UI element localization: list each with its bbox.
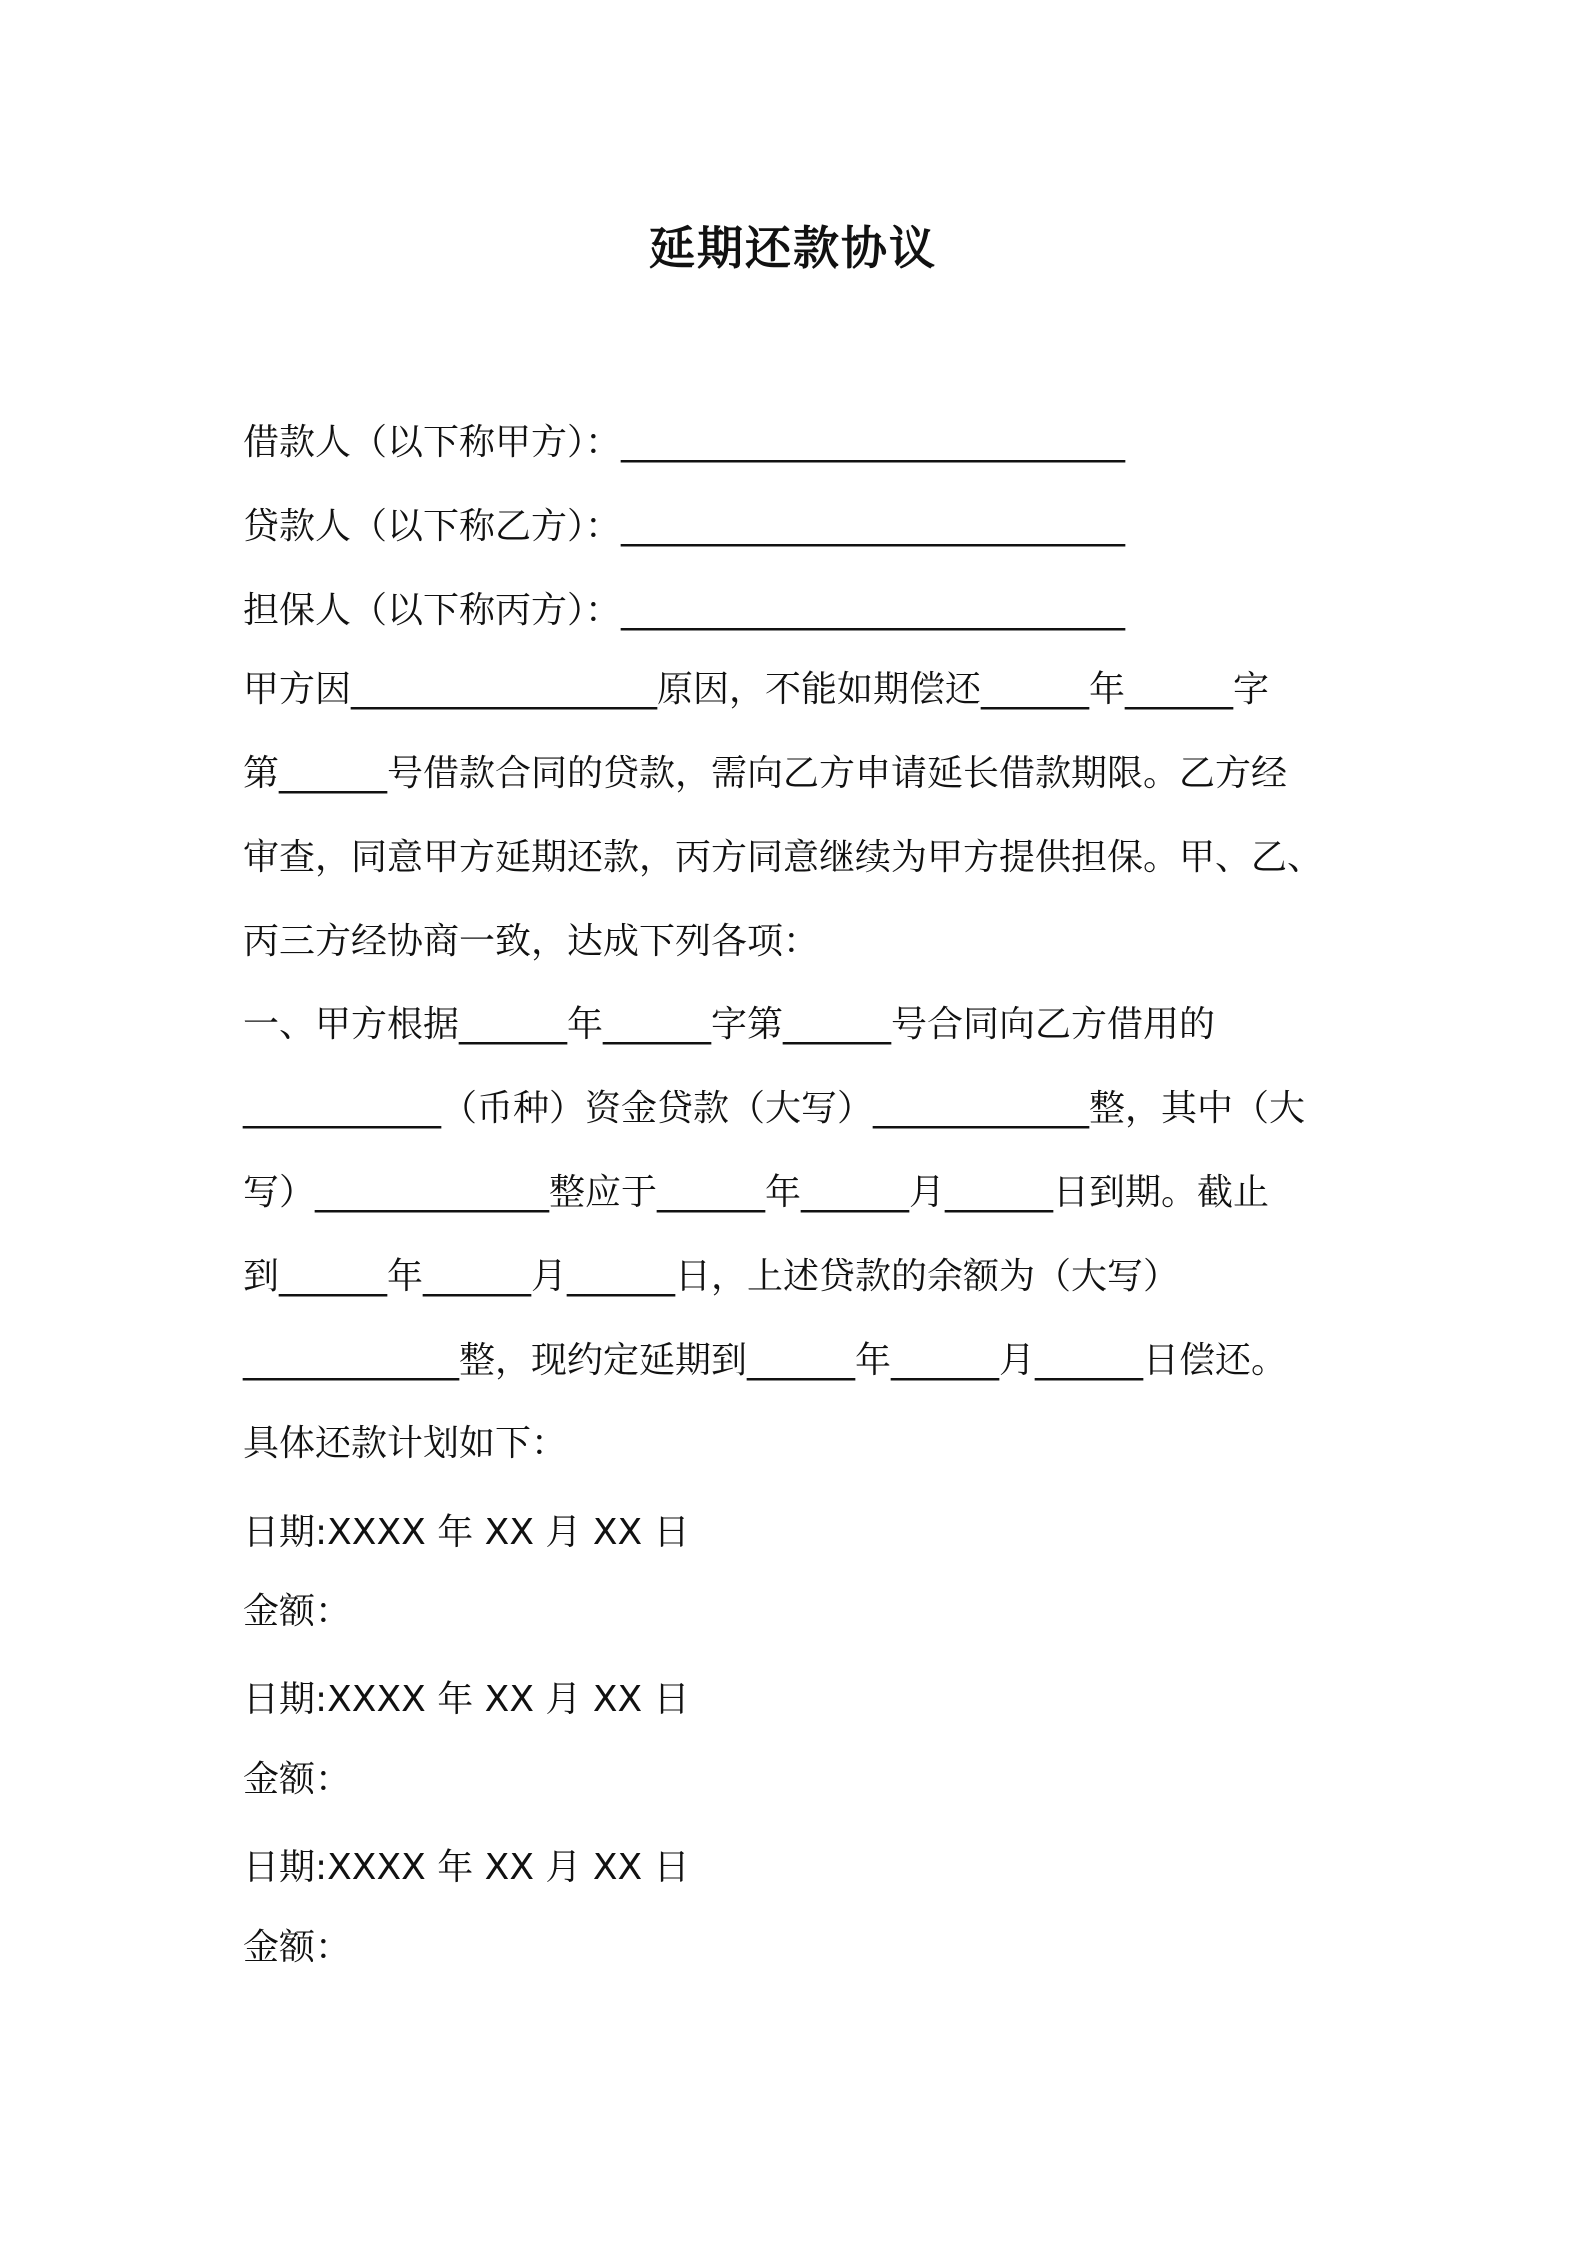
- body-line: 丙三方经协商一致，达成下列各项：: [243, 921, 820, 962]
- schedule-amount: 金额：: [243, 1759, 352, 1800]
- schedule-amount: 金额：: [243, 1591, 352, 1632]
- body-line: 甲方因_________________原因，不能如期偿还______年______字: [243, 669, 1270, 710]
- schedule-date: 日期:XXXX 年 XX 月 XX 日: [243, 1679, 690, 1720]
- body-line: ____________整，现约定延期到______年______月______日偿还。: [243, 1340, 1288, 1381]
- body-line: 一、甲方根据______年______字第______号合同向乙方借用的: [243, 1004, 1216, 1045]
- schedule-date: 日期:XXXX 年 XX 月 XX 日: [243, 1847, 690, 1888]
- schedule-date: 日期:XXXX 年 XX 月 XX 日: [243, 1512, 690, 1553]
- body-line: 到______年______月______日，上述贷款的余额为（大写）: [243, 1256, 1180, 1297]
- body-line: 第______号借款合同的贷款，需向乙方申请延长借款期限。乙方经: [243, 753, 1288, 794]
- document-title: 延期还款协议: [649, 221, 937, 275]
- body-line: ___________（币种）资金贷款（大写）____________整，其中（大: [243, 1088, 1306, 1129]
- party-borrower-line: 借款人（以下称甲方）：____________________________: [243, 422, 1126, 463]
- body-line: 审查，同意甲方延期还款，丙方同意继续为甲方提供担保。甲、乙、: [243, 837, 1324, 878]
- party-lender-line: 贷款人（以下称乙方）：____________________________: [243, 506, 1126, 547]
- repayment-plan-heading: 具体还款计划如下：: [243, 1423, 568, 1464]
- party-guarantor-line: 担保人（以下称丙方）：____________________________: [243, 590, 1126, 631]
- body-line: 写）_____________整应于______年______月______日到期。截止: [243, 1172, 1270, 1213]
- schedule-amount: 金额：: [243, 1927, 352, 1968]
